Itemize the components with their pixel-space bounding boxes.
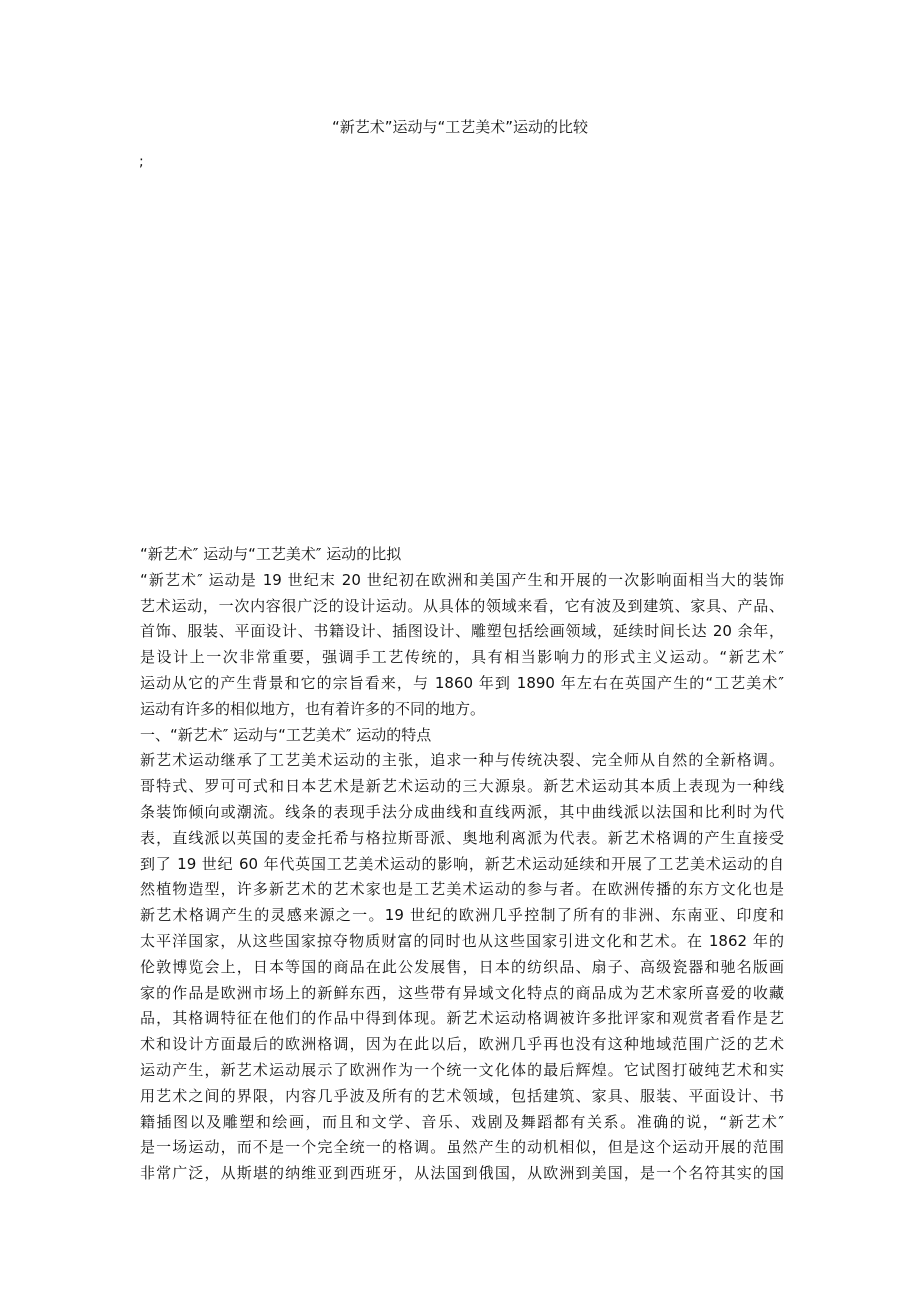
text-line: 用艺术之间的界限，内容几乎波及所有的艺术领域，包括建筑、家具、服装、平面设计、书 bbox=[140, 1086, 784, 1105]
text-line: 条装饰倾向或潮流。线条的表现手法分成曲线和直线两派，其中曲线派以法国和比利时为代 bbox=[140, 802, 784, 821]
text-line: 首饰、服装、平面设计、书籍设计、插图设计、雕塑包括绘画领域，延续时间长达 20 余年， bbox=[140, 622, 784, 641]
text-line: 到了 19 世纪 60 年代英国工艺美术运动的影响，新艺术运动延续和开展了工艺美术运动的自 bbox=[140, 854, 784, 873]
text-line: 表，直线派以英国的麦金托希与格拉斯哥派、奥地利离派为代表。新艺术格调的产生直接受 bbox=[140, 828, 784, 847]
text-line: 品，其格调特征在他们的作品中得到体现。新艺术运动格调被许多批评家和观赏者看作是艺 bbox=[140, 1009, 784, 1028]
text-line: 伦敦博览会上，日本等国的商品在此公发展售，日本的纺织品、扇子、高级瓷器和驰名版画 bbox=[140, 957, 784, 976]
text-line: 太平洋国家，从这些国家掠夺物质财富的同时也从这些国家引进文化和艺术。在 1862 年的 bbox=[140, 931, 784, 950]
document-body bbox=[140, 542, 784, 1187]
text-line: 运动产生，新艺术运动展示了欧洲作为一个统一文化体的最后辉煌。它试图打破纯艺术和实 bbox=[140, 1060, 784, 1079]
document-title: “新艺术”运动与“工艺美术”运动的比较 bbox=[331, 118, 589, 136]
paragraph-1 bbox=[140, 568, 784, 723]
text-line: 新艺术格调产生的灵感来源之一。19 世纪的欧洲几乎控制了所有的非洲、东南亚、印度和 bbox=[140, 906, 784, 925]
section-heading: “新艺术″ 运动与“工艺美术″ 运动的比拟 bbox=[140, 545, 402, 563]
text-line: 家的作品是欧洲市场上的新鲜东西，这些带有异域文化特点的商品成为艺术家所喜爱的收藏 bbox=[140, 983, 784, 1002]
separator-mark: ; bbox=[139, 154, 144, 170]
text-line: 运动有许多的相似地方，也有着许多的不同的地方。 bbox=[140, 699, 486, 718]
text-line: “新艺术″ 运动是 19 世纪末 20 世纪初在欧洲和美国产生和开展的一次影响面相当大的装饰 bbox=[140, 570, 784, 589]
text-line: 然植物造型，许多新艺术的艺术家也是工艺美术运动的参与者。在欧洲传播的东方文化也是 bbox=[140, 880, 784, 899]
text-line: 非常广泛，从斯堪的纳维亚到西班牙，从法国到俄国，从欧洲到美国，是一个名符其实的国 bbox=[140, 1164, 784, 1183]
text-line: 艺术运动，一次内容很广泛的设计运动。从具体的领域来看，它有波及到建筑、家具、产品、 bbox=[140, 596, 784, 615]
text-line: 籍插图以及雕塑和绘画，而且和文学、音乐、戏剧及舞蹈都有关系。准确的说，“新艺术″ bbox=[140, 1112, 784, 1131]
paragraph-2 bbox=[140, 748, 784, 1187]
text-line: 是一场运动，而不是一个完全统一的格调。虽然产生的动机相似，但是这个运动开展的范围 bbox=[140, 1138, 784, 1157]
text-line: 运动从它的产生背景和它的宗旨看来，与 1860 年到 1890 年左右在英国产生的“工艺美术″ bbox=[140, 673, 784, 692]
text-line: 是设计上一次非常重要，强调手工艺传统的，具有相当影响力的形式主义运动。“新艺术″ bbox=[140, 648, 784, 667]
text-line: 术和设计方面最后的欧洲格调，因为在此以后，欧洲几乎再也没有这种地域范围广泛的艺术 bbox=[140, 1035, 784, 1054]
text-line: 新艺术运动继承了工艺美术运动的主张，追求一种与传统决裂、完全师从自然的全新格调。 bbox=[140, 751, 784, 770]
section-1-heading: 一、“新艺术″ 运动与“工艺美术″ 运动的特点 bbox=[140, 725, 432, 744]
text-line: 哥特式、罗可可式和日本艺术是新艺术运动的三大源泉。新艺术运动其本质上表现为一种线 bbox=[140, 777, 784, 796]
